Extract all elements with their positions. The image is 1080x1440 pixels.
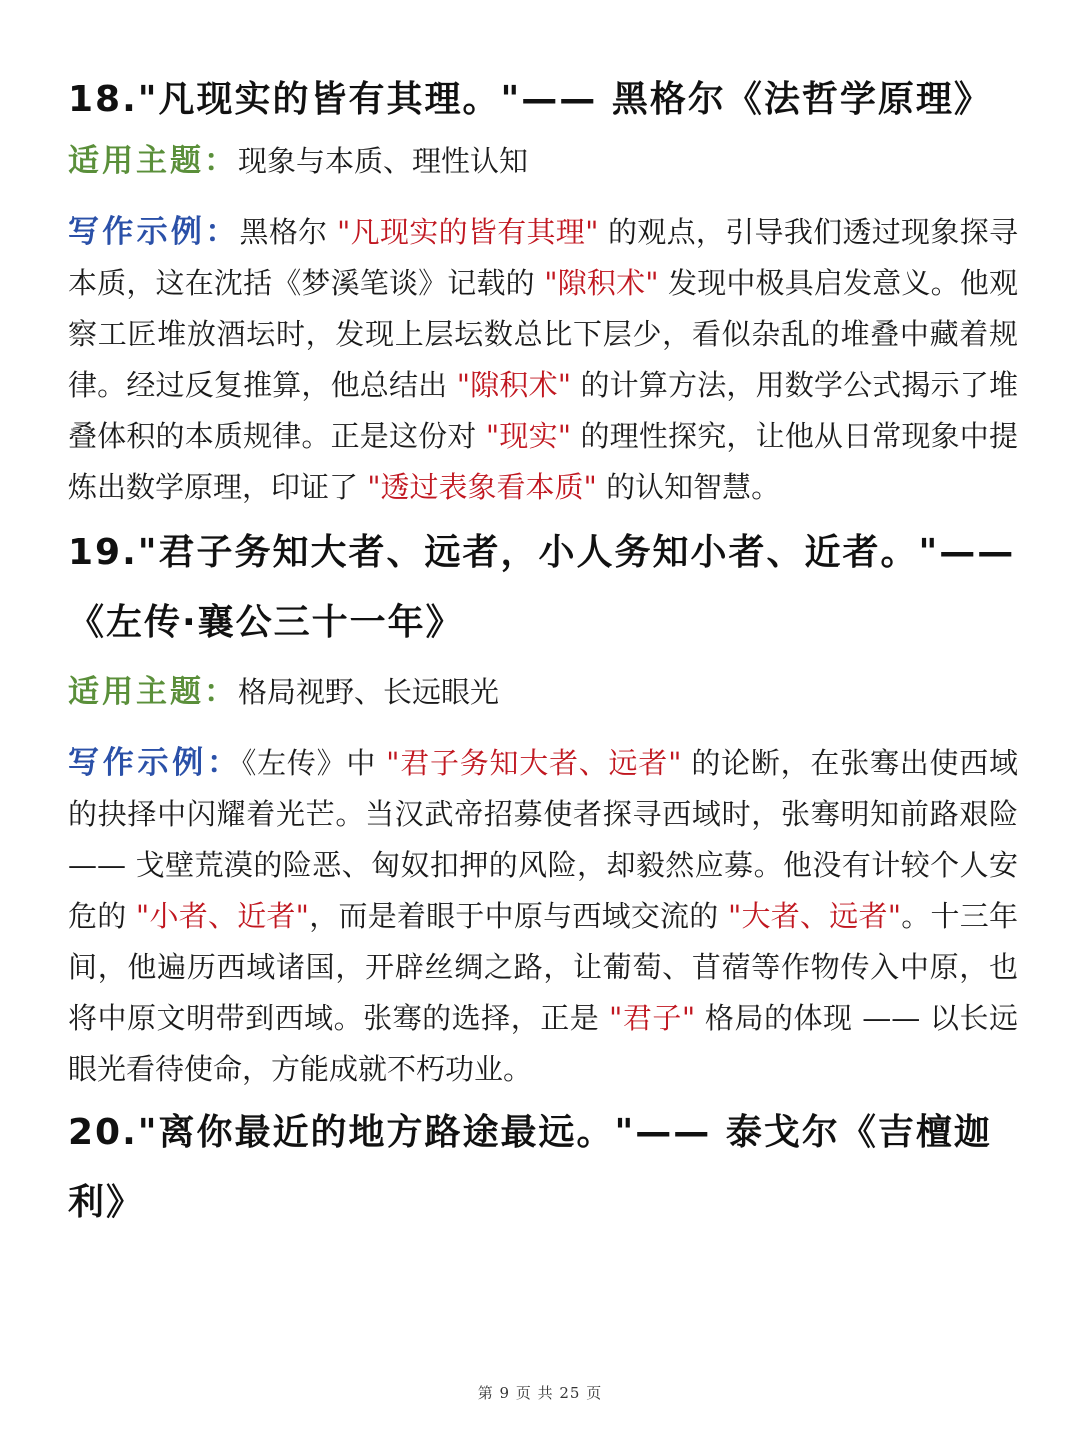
highlighted-quote: "隙积术" xyxy=(544,266,659,300)
example-text: 黑格尔 xyxy=(239,215,337,249)
entry-18 xyxy=(68,70,1018,513)
highlighted-quote: "小者、近者" xyxy=(135,899,309,933)
document-page xyxy=(68,70,1018,1247)
highlighted-quote: "透过表象看本质" xyxy=(367,470,597,504)
highlighted-quote: "现实" xyxy=(485,419,572,453)
highlighted-quote: "大者、远者" xyxy=(727,899,902,933)
example-text: 的认知智慧。 xyxy=(596,470,781,504)
highlighted-quote: "君子务知大者、远者" xyxy=(386,746,682,780)
example-label: 写作示例： xyxy=(68,745,242,781)
example-text: 的计算方法，用数学公式揭示了堆叠体积的本质规律。正是这份对 xyxy=(68,368,1018,453)
entry-18-theme xyxy=(68,136,1018,187)
highlighted-quote: "隙积术" xyxy=(456,368,572,402)
theme-label: 适用主题： xyxy=(68,674,238,710)
example-text: 的论断，在张骞出使西域的抉择中闪耀着光芒。当汉武帝招募使者探寻西域时，张骞明知前路艰险 —— 戈壁荒漠的险恶、匈奴扣押的风险，却毅然应募。他没有计较个人安危的 xyxy=(68,746,1019,933)
example-text: 发现中极具启发意义。他观察工匠堆放酒坛时，发现上层坛数总比下层少，看似杂乱的堆叠中藏着规律。经过反复推算，他总结出 xyxy=(68,266,1018,402)
entry-20 xyxy=(68,1103,1018,1247)
example-label: 写作示例： xyxy=(68,214,240,250)
theme-text: 现象与本质、理性认知 xyxy=(238,144,529,178)
entry-19-heading: 19."君子务知大者、远者，小人务知小者、近者。"—— xyxy=(68,532,1016,573)
entry-18-heading: 18."凡现实的皆有其理。"—— 黑格尔《法哲学原理》 xyxy=(68,79,992,120)
entry-19-theme xyxy=(68,667,1018,718)
entry-19 xyxy=(68,523,1018,1095)
entry-20-heading-continued: 利》 xyxy=(68,1182,145,1223)
example-text: 的观点，引导我们透过现象探寻本质，这在沈括《梦溪笔谈》记载的 xyxy=(68,215,1018,300)
entry-19-heading-source: 《左传·襄公三十一年》 xyxy=(68,602,464,643)
example-text: 格局的体现 —— 以长远眼光看待使命，方能成就不朽功业。 xyxy=(68,1001,1018,1086)
highlighted-quote: "君子" xyxy=(608,1001,696,1035)
example-text: 。十三年间，他遍历西域诸国，开辟丝绸之路，让葡萄、苜蓿等作物传入中原，也将中原文明带到西域。张骞的选择，正是 xyxy=(68,899,1018,1035)
highlighted-quote: "凡现实的皆有其理" xyxy=(337,215,599,249)
theme-text: 格局视野、长远眼光 xyxy=(238,675,500,709)
example-text: 的理性探究，让他从日常现象中提炼出数学原理，印证了 xyxy=(68,419,1018,504)
entry-18-example xyxy=(68,207,1018,513)
entry-20-heading: 20."离你最近的地方路途最远。"—— 泰戈尔《吉檀迦 xyxy=(68,1112,992,1153)
theme-label: 适用主题： xyxy=(68,143,238,179)
example-text: 《左传》中 xyxy=(241,746,387,780)
entry-19-example xyxy=(68,738,1018,1095)
example-text: ，而是着眼于中原与西域交流的 xyxy=(309,899,728,933)
page-number-footer: 第 9 页 共 25 页 xyxy=(477,1384,603,1402)
